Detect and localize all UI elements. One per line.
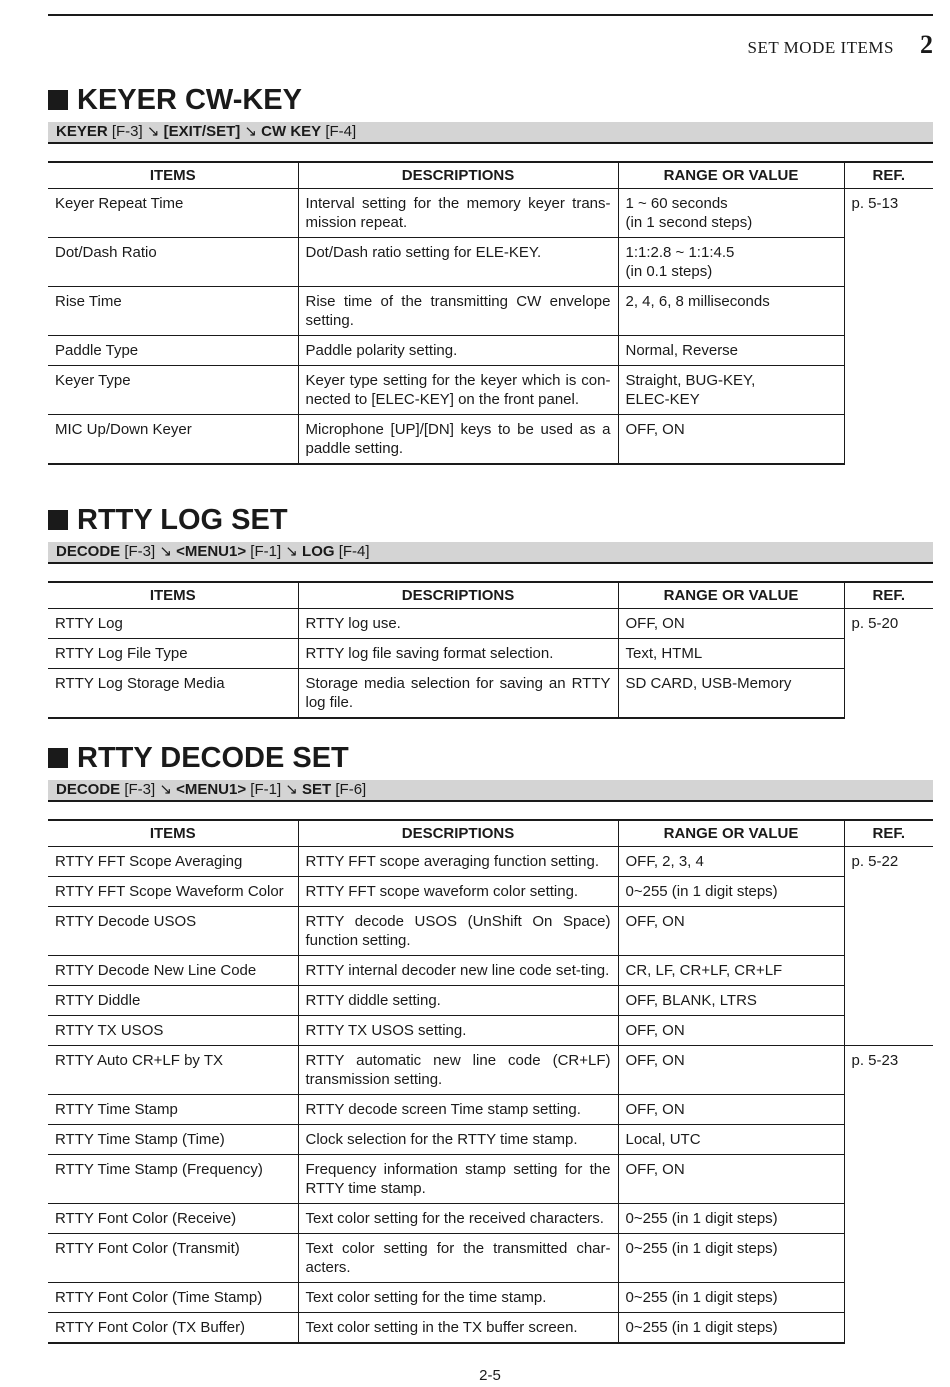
reference-cell: p. 5-22 xyxy=(844,847,933,1046)
range-cell: OFF, BLANK, LTRS xyxy=(618,986,844,1016)
description-cell: RTTY FFT scope waveform color setting. xyxy=(298,877,618,907)
description-cell: RTTY diddle setting. xyxy=(298,986,618,1016)
description-cell: Keyer type setting for the keyer which is con-nected to [ELEC-KEY] on the front panel. xyxy=(298,366,618,415)
range-line: (in 1 second steps) xyxy=(625,214,753,231)
column-header-ref: REF. xyxy=(844,820,933,847)
item-cell: Paddle Type xyxy=(48,336,298,366)
description-cell: RTTY internal decoder new line code set-ting. xyxy=(298,956,618,986)
item-cell: RTTY Time Stamp (Frequency) xyxy=(48,1155,298,1204)
table-row xyxy=(48,366,933,415)
item-cell: MIC Up/Down Keyer xyxy=(48,415,298,465)
menu-path-part: KEYER xyxy=(56,123,108,140)
settings-table xyxy=(48,819,933,1344)
description-cell: RTTY TX USOS setting. xyxy=(298,1016,618,1046)
section-title xyxy=(48,503,933,537)
square-bullet-icon xyxy=(48,510,68,530)
range-cell: OFF, ON xyxy=(618,1095,844,1125)
square-bullet-icon xyxy=(48,748,68,768)
column-header-items: ITEMS xyxy=(48,820,298,847)
item-cell: Keyer Type xyxy=(48,366,298,415)
menu-path-part: [F-6] xyxy=(331,781,367,798)
menu-path-part: [F-4] xyxy=(334,543,370,560)
description-cell: Microphone [UP]/[DN] keys to be used as a paddle setting. xyxy=(298,415,618,465)
menu-path-part: [F-3] ↘ xyxy=(107,123,164,140)
description-cell: Rise time of the transmitting CW envelope setting. xyxy=(298,287,618,336)
column-header-range: RANGE OR VALUE xyxy=(618,162,844,189)
range-cell: OFF, ON xyxy=(618,1155,844,1204)
range-cell: 2, 4, 6, 8 milliseconds xyxy=(618,287,844,336)
menu-path-part: [F-3] ↘ xyxy=(120,781,177,798)
menu-path-part: [F-3] ↘ xyxy=(120,543,177,560)
item-cell: RTTY FFT Scope Averaging xyxy=(48,847,298,877)
menu-path-part: LOG xyxy=(302,543,335,560)
range-cell: OFF, ON xyxy=(618,907,844,956)
range-line: ELEC-KEY xyxy=(625,391,700,408)
item-cell: Keyer Repeat Time xyxy=(48,189,298,238)
menu-path-part: [F-1] ↘ xyxy=(246,781,303,798)
settings-table xyxy=(48,161,933,465)
table-header-row xyxy=(48,582,933,609)
column-header-items: ITEMS xyxy=(48,162,298,189)
range-cell xyxy=(618,238,844,287)
range-cell: OFF, 2, 3, 4 xyxy=(618,847,844,877)
menu-path-part: <MENU1> xyxy=(176,781,247,798)
item-cell: RTTY Auto CR+LF by TX xyxy=(48,1046,298,1095)
range-cell: OFF, ON xyxy=(618,1046,844,1095)
description-cell: Dot/Dash ratio setting for ELE-KEY. xyxy=(298,238,618,287)
top-rule xyxy=(48,14,933,16)
item-cell: RTTY Font Color (TX Buffer) xyxy=(48,1313,298,1344)
column-header-descriptions: DESCRIPTIONS xyxy=(298,162,618,189)
item-cell: RTTY Font Color (Transmit) xyxy=(48,1234,298,1283)
section-title xyxy=(48,83,933,117)
column-header-range: RANGE OR VALUE xyxy=(618,820,844,847)
description-cell: Frequency information stamp setting for the RTTY time stamp. xyxy=(298,1155,618,1204)
section-title-text: RTTY DECODE SET xyxy=(77,742,349,774)
range-cell: SD CARD, USB-Memory xyxy=(618,669,844,719)
table-row xyxy=(48,189,933,238)
table-row xyxy=(48,1283,933,1313)
item-cell: RTTY Log xyxy=(48,609,298,639)
table-row xyxy=(48,609,933,639)
range-cell: OFF, ON xyxy=(618,609,844,639)
column-header-descriptions: DESCRIPTIONS xyxy=(298,582,618,609)
reference-cell: p. 5-13 xyxy=(844,189,933,465)
range-cell: Local, UTC xyxy=(618,1125,844,1155)
settings-table xyxy=(48,581,933,719)
table-row xyxy=(48,956,933,986)
section-title-text: KEYER CW-KEY xyxy=(77,84,302,116)
table-row xyxy=(48,847,933,877)
table-row xyxy=(48,669,933,719)
range-cell: 0~255 (in 1 digit steps) xyxy=(618,877,844,907)
table-row xyxy=(48,1234,933,1283)
item-cell: Dot/Dash Ratio xyxy=(48,238,298,287)
table-row xyxy=(48,639,933,669)
description-cell: Text color setting for the received characters. xyxy=(298,1204,618,1234)
description-cell: RTTY decode USOS (UnShift On Space) function setting. xyxy=(298,907,618,956)
range-cell xyxy=(618,189,844,238)
description-cell: Text color setting for the transmitted char-acters. xyxy=(298,1234,618,1283)
menu-path-part: [F-4] xyxy=(321,123,357,140)
description-cell: Interval setting for the memory keyer trans-mission repeat. xyxy=(298,189,618,238)
table-header-row xyxy=(48,162,933,189)
column-header-descriptions: DESCRIPTIONS xyxy=(298,820,618,847)
menu-path-part: CW KEY xyxy=(261,123,322,140)
column-header-items: ITEMS xyxy=(48,582,298,609)
range-cell: 0~255 (in 1 digit steps) xyxy=(618,1313,844,1344)
range-line: (in 0.1 steps) xyxy=(625,263,713,280)
table-row xyxy=(48,1204,933,1234)
page-number: 2-5 xyxy=(479,1367,501,1384)
description-cell: Text color setting in the TX buffer screen. xyxy=(298,1313,618,1344)
table-row xyxy=(48,1155,933,1204)
item-cell: RTTY Log File Type xyxy=(48,639,298,669)
range-cell: 0~255 (in 1 digit steps) xyxy=(618,1283,844,1313)
item-cell: RTTY Font Color (Time Stamp) xyxy=(48,1283,298,1313)
range-cell: Normal, Reverse xyxy=(618,336,844,366)
table-row xyxy=(48,1095,933,1125)
menu-path-part: DECODE xyxy=(56,543,121,560)
range-line: 1 ~ 60 seconds xyxy=(625,195,728,212)
item-cell: RTTY Time Stamp xyxy=(48,1095,298,1125)
header-title: SET MODE ITEMS xyxy=(747,38,894,57)
range-cell: 0~255 (in 1 digit steps) xyxy=(618,1234,844,1283)
section-rtty-decode-set xyxy=(48,741,933,1344)
item-cell: RTTY Decode New Line Code xyxy=(48,956,298,986)
table-row xyxy=(48,336,933,366)
item-cell: RTTY FFT Scope Waveform Color xyxy=(48,877,298,907)
table-row xyxy=(48,1046,933,1095)
item-cell: RTTY Font Color (Receive) xyxy=(48,1204,298,1234)
range-cell: 0~255 (in 1 digit steps) xyxy=(618,1204,844,1234)
description-cell: RTTY log use. xyxy=(298,609,618,639)
item-cell: RTTY Log Storage Media xyxy=(48,669,298,719)
description-cell: RTTY log file saving format selection. xyxy=(298,639,618,669)
item-cell: RTTY Decode USOS xyxy=(48,907,298,956)
chapter-number: 2 xyxy=(920,30,933,59)
table-row xyxy=(48,1016,933,1046)
table-row xyxy=(48,1313,933,1344)
menu-path-part: ↘ xyxy=(240,123,262,140)
reference-cell: p. 5-23 xyxy=(844,1046,933,1344)
range-cell: OFF, ON xyxy=(618,415,844,465)
menu-path-part: [EXIT/SET] xyxy=(163,123,241,140)
description-cell: Clock selection for the RTTY time stamp. xyxy=(298,1125,618,1155)
section-title xyxy=(48,741,933,775)
menu-path-bar xyxy=(48,122,933,144)
item-cell: RTTY Time Stamp (Time) xyxy=(48,1125,298,1155)
description-cell: Paddle polarity setting. xyxy=(298,336,618,366)
menu-path-bar xyxy=(48,542,933,564)
menu-path-bar xyxy=(48,780,933,802)
table-header-row xyxy=(48,820,933,847)
page-header xyxy=(748,30,933,60)
range-cell: Text, HTML xyxy=(618,639,844,669)
item-cell: RTTY Diddle xyxy=(48,986,298,1016)
reference-cell: p. 5-20 xyxy=(844,609,933,719)
range-cell xyxy=(618,366,844,415)
section-title-text: RTTY LOG SET xyxy=(77,504,288,536)
range-line: Straight, BUG-KEY, xyxy=(625,372,756,389)
range-cell: CR, LF, CR+LF, CR+LF xyxy=(618,956,844,986)
item-cell: Rise Time xyxy=(48,287,298,336)
section-keyer-cw-key xyxy=(48,83,933,465)
column-header-ref: REF. xyxy=(844,582,933,609)
table-row xyxy=(48,1125,933,1155)
section-rtty-log-set xyxy=(48,503,933,719)
table-row xyxy=(48,877,933,907)
menu-path-part: [F-1] ↘ xyxy=(246,543,303,560)
table-row xyxy=(48,415,933,465)
range-cell: OFF, ON xyxy=(618,1016,844,1046)
square-bullet-icon xyxy=(48,90,68,110)
table-row xyxy=(48,986,933,1016)
description-cell: RTTY decode screen Time stamp setting. xyxy=(298,1095,618,1125)
description-cell: Storage media selection for saving an RTTY log file. xyxy=(298,669,618,719)
column-header-range: RANGE OR VALUE xyxy=(618,582,844,609)
menu-path-part: <MENU1> xyxy=(176,543,247,560)
table-row xyxy=(48,907,933,956)
menu-path-part: SET xyxy=(302,781,332,798)
menu-path-part: DECODE xyxy=(56,781,121,798)
column-header-ref: REF. xyxy=(844,162,933,189)
table-row xyxy=(48,238,933,287)
item-cell: RTTY TX USOS xyxy=(48,1016,298,1046)
description-cell: RTTY automatic new line code (CR+LF) transmission setting. xyxy=(298,1046,618,1095)
table-row xyxy=(48,287,933,336)
range-line: 1:1:2.8 ~ 1:1:4.5 xyxy=(625,244,735,261)
description-cell: RTTY FFT scope averaging function setting. xyxy=(298,847,618,877)
description-cell: Text color setting for the time stamp. xyxy=(298,1283,618,1313)
